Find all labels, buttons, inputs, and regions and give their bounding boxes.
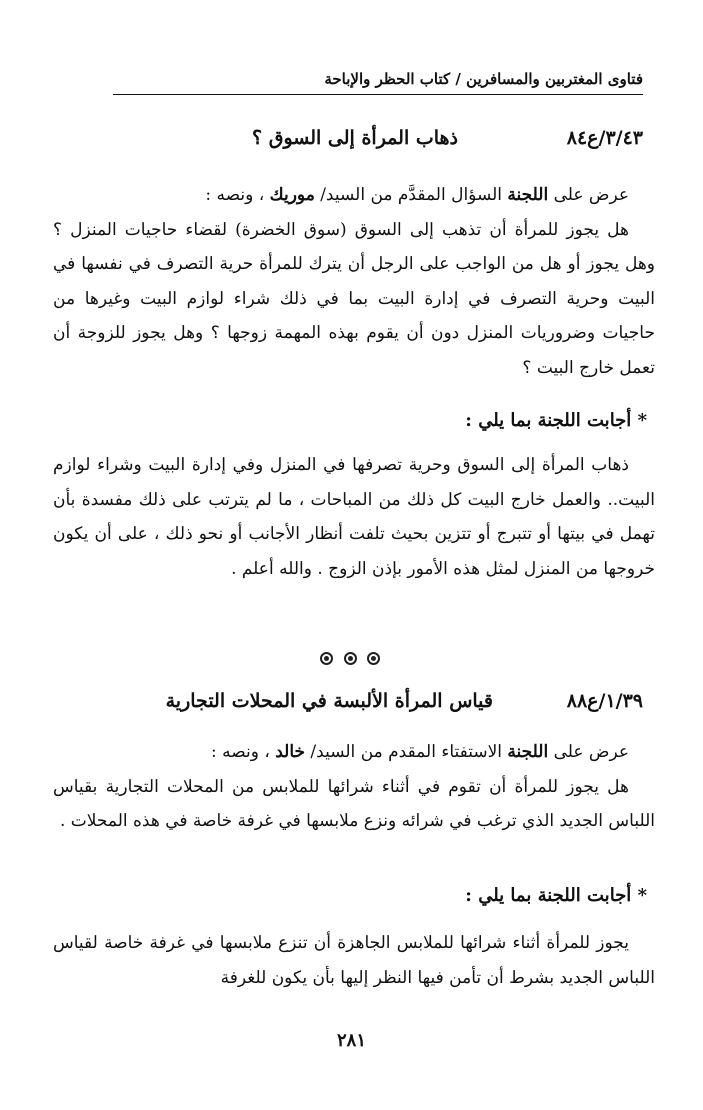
intro-paragraph (53, 178, 655, 213)
committee-word: اللجنة (507, 185, 549, 205)
fatwa-2-body (53, 735, 655, 839)
answer-heading: * أجابت اللجنة بما يلي : (465, 885, 647, 906)
intro-text: ، ونصه : (205, 185, 270, 205)
fatwa-number: ١/٣٩/ع٨٨ (566, 690, 643, 712)
committee-word: اللجنة (507, 742, 549, 762)
fatwa-title: ذهاب المرأة إلى السوق ؟ (252, 127, 458, 149)
fatwa-number: ٣/٤٣/ع٨٤ (566, 127, 643, 149)
answer-heading: * أجابت اللجنة بما يلي : (465, 410, 647, 431)
intro-paragraph (53, 735, 655, 770)
fatwa-2-answer (53, 926, 655, 995)
ornament-icon (320, 652, 333, 665)
intro-text: الاستفتاء المقدم من السيد/ (305, 742, 508, 762)
running-header: فتاوى المغتربين والمسافرين / كتاب الحظر والإباحة (113, 70, 643, 95)
intro-text: عرض على (548, 742, 629, 762)
questioner-name: موريك (269, 185, 315, 205)
page-number: ٢٨١ (336, 1030, 366, 1051)
question-paragraph: هل يجوز للمرأة أن تذهب إلى السوق (سوق الخضرة) لقضاء حاجيات المنزل ؟ وهل يجوز أو هل من الواجب على الرجل أن يترك للمرأة حرية التصرف في نفسها في البيت وحرية التصرف في إدارة البيت بما في ذلك شراء لوازم البيت وغيرها من حاجيات وضروريات المنزل دون أن يقوم بهذه المهمة زوجها ؟ وهل يجوز للزوجة أن تعمل خارج البيت ؟ (53, 219, 655, 378)
question-paragraph: هل يجوز للمرأة أن تقوم في أثناء شرائها للملابس من المحلات التجارية بقياس اللباس الجديد الذي ترغب في شرائه ونزع ملابسها في غرفة خاصة في هذه المحلات . (53, 776, 655, 831)
section-separator (320, 652, 380, 665)
intro-text: ، ونصه : (211, 742, 276, 762)
intro-text: السؤال المقدَّم من السيد/ (314, 185, 508, 205)
ornament-icon (367, 652, 380, 665)
questioner-name: خالد (275, 742, 306, 762)
answer-paragraph: ذهاب المرأة إلى السوق وحرية تصرفها في المنزل وفي إدارة البيت وشراء لوازم البيت.. والعمل خارج البيت كل ذلك من المباحات ، ما لم يترتب على ذلك مفسدة بأن تهمل في بيتها أو تتبرج أو تتزين بحيث تلفت أنظار الأجانب أو نحو ذلك ، على أن يكون خروجها من المنزل لمثل هذه الأمور بإذن الزوج . والله أعلم . (53, 455, 655, 579)
fatwa-1-answer (53, 448, 655, 586)
fatwa-1-body (53, 178, 655, 385)
intro-text: عرض على (548, 185, 629, 205)
fatwa-title: قياس المرأة الألبسة في المحلات التجارية (165, 690, 493, 712)
answer-paragraph: يجوز للمرأة أثناء شرائها للملابس الجاهزة أن تنزع ملابسها في غرفة خاصة لقياس اللباس الجديد بشرط أن تأمن فيها النظر إليها بأن يكون للغرفة (53, 933, 655, 988)
ornament-icon (344, 652, 357, 665)
